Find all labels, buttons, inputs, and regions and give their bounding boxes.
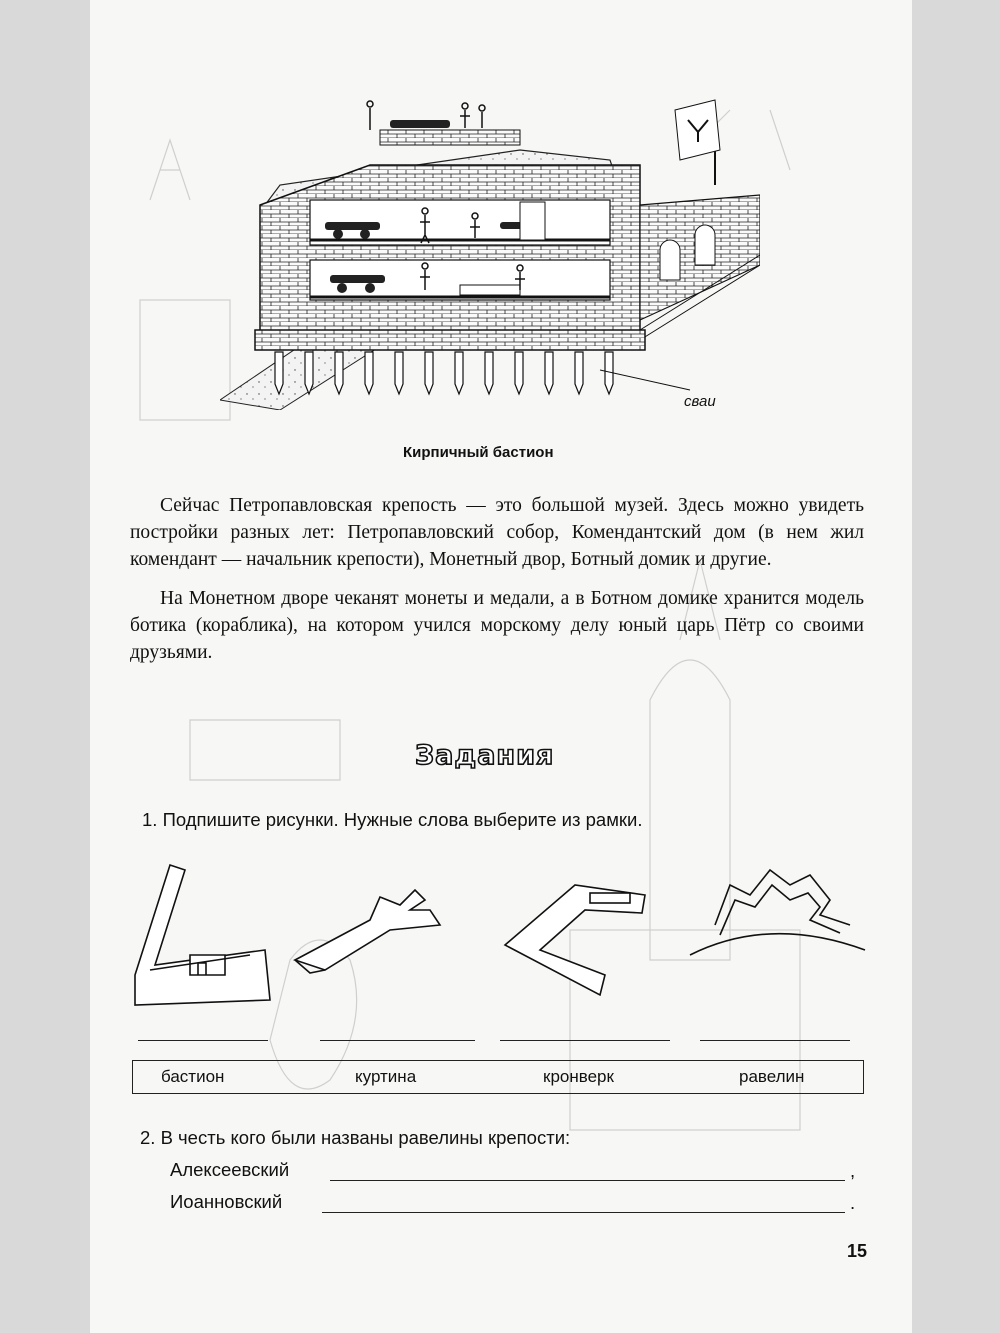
word-choice-box — [132, 1060, 864, 1094]
workbook-page — [90, 0, 912, 1333]
answer-line-2[interactable] — [320, 1040, 475, 1041]
illustration-caption: Кирпичный бастион — [403, 444, 554, 461]
piles-label: сваи — [684, 393, 716, 410]
word-kronverk: кронверк — [543, 1067, 614, 1086]
section-title: Задания — [415, 740, 555, 771]
punct-comma: , — [850, 1160, 856, 1181]
page-number: 15 — [847, 1241, 868, 1261]
punct-period: . — [850, 1192, 856, 1213]
answer-line-3[interactable] — [500, 1040, 670, 1041]
brick-bastion-illustration — [220, 90, 760, 410]
task2-item-alekseevsky: Алексеевский — [170, 1159, 290, 1180]
paragraph-museum: Сейчас Петропавловская крепость — это большой музей. Здесь можно увидеть постройки разных лет: Петропавловский собор, Комендантский дом (в нем жил комендант — начальник крепости), Монетный двор, Ботный домик и другие. — [130, 495, 864, 570]
answer-line-alekseevsky[interactable] — [330, 1180, 845, 1181]
word-kurtina: куртина — [355, 1067, 417, 1086]
word-ravelin: равелин — [739, 1067, 805, 1086]
task2-text: 2. В честь кого были названы равелины крепости: — [140, 1127, 571, 1148]
answer-line-4[interactable] — [700, 1040, 850, 1041]
answer-line-ioannovsky[interactable] — [322, 1212, 845, 1213]
task1-text: 1. Подпишите рисунки. Нужные слова выберите из рамки. — [142, 809, 643, 830]
word-bastion: бастион — [161, 1067, 225, 1086]
answer-line-1[interactable] — [138, 1040, 268, 1041]
paragraph-mint: На Монетном дворе чеканят монеты и медали, а в Ботном домике хранится модель ботика (кораблика), на котором учился морскому делу юный царь Пётр со своими друзьями. — [130, 588, 864, 663]
fortification-sketches — [130, 855, 870, 1015]
text-block — [130, 492, 864, 666]
task2-item-ioannovsky: Иоанновский — [170, 1191, 283, 1212]
